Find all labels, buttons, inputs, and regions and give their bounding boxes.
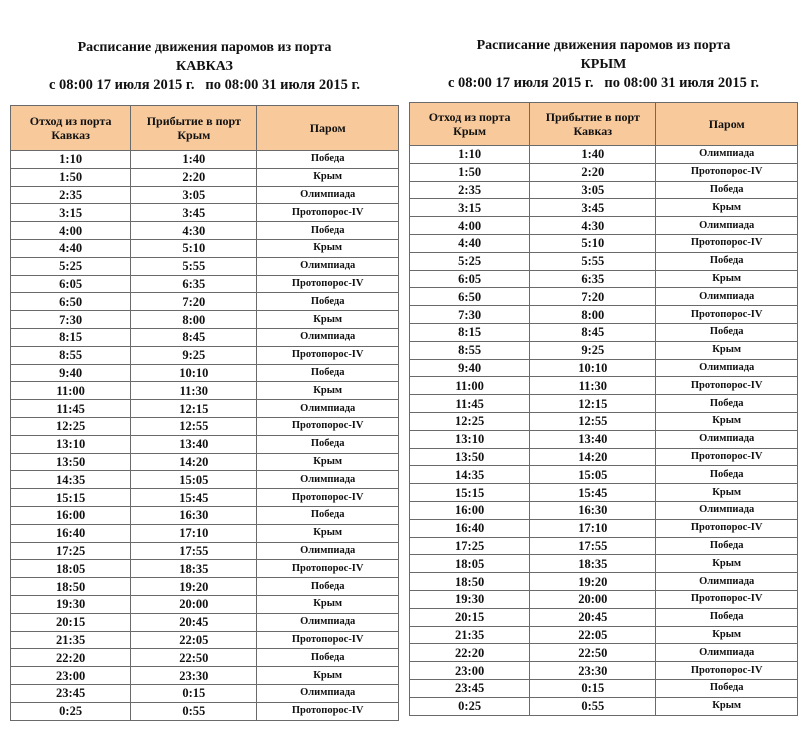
table-row xyxy=(11,702,399,720)
arrival-time: 9:25 xyxy=(131,346,257,364)
ferry-name: Олимпиада xyxy=(257,257,399,275)
header-arrival: Прибытие в порт Кавказ xyxy=(530,103,656,146)
ferry-name: Крым xyxy=(257,595,399,613)
ferry-name: Олимпиада xyxy=(257,328,399,346)
departure-time: 4:40 xyxy=(410,234,530,252)
header-ferry: Паром xyxy=(656,103,798,146)
departure-time: 15:15 xyxy=(11,489,131,507)
ferry-name: Олимпиада xyxy=(656,501,798,519)
arrival-time: 15:05 xyxy=(131,471,257,489)
departure-time: 0:25 xyxy=(410,697,530,715)
arrival-time: 3:05 xyxy=(131,186,257,204)
departure-time: 11:45 xyxy=(410,395,530,413)
table-row xyxy=(11,613,399,631)
departure-time: 21:35 xyxy=(410,626,530,644)
arrival-time: 8:00 xyxy=(530,306,656,324)
ferry-name: Крым xyxy=(656,199,798,217)
arrival-time: 20:45 xyxy=(530,608,656,626)
arrival-time: 10:10 xyxy=(131,364,257,382)
ferry-name: Протопорос-IV xyxy=(656,234,798,252)
departure-time: 23:00 xyxy=(410,662,530,680)
arrival-time: 17:10 xyxy=(131,524,257,542)
departure-time: 19:30 xyxy=(11,595,131,613)
header-departure: Отход из порта Кавказ xyxy=(11,106,131,151)
departure-time: 22:20 xyxy=(410,644,530,662)
departure-time: 16:40 xyxy=(11,524,131,542)
arrival-time: 23:30 xyxy=(530,662,656,680)
schedule-title xyxy=(409,0,798,93)
ferry-name: Протопорос-IV xyxy=(257,631,399,649)
table-row xyxy=(410,252,798,270)
arrival-time: 22:05 xyxy=(131,631,257,649)
table-row xyxy=(11,382,399,400)
arrival-time: 22:50 xyxy=(530,644,656,662)
ferry-name: Олимпиада xyxy=(656,146,798,164)
departure-time: 14:35 xyxy=(11,471,131,489)
ferry-name: Крым xyxy=(257,239,399,257)
ferry-name: Победа xyxy=(656,537,798,555)
departure-time: 13:50 xyxy=(410,448,530,466)
table-row xyxy=(11,328,399,346)
departure-time: 12:25 xyxy=(11,417,131,435)
ferry-name: Победа xyxy=(257,649,399,667)
table-row xyxy=(11,186,399,204)
table-row xyxy=(410,341,798,359)
ferry-name: Протопорос-IV xyxy=(656,590,798,608)
arrival-time: 15:05 xyxy=(530,466,656,484)
table-row xyxy=(410,412,798,430)
table-row xyxy=(11,222,399,240)
table-row xyxy=(11,595,399,613)
arrival-time: 19:20 xyxy=(131,578,257,596)
table-row xyxy=(11,489,399,507)
table-row xyxy=(410,484,798,502)
arrival-time: 0:15 xyxy=(131,684,257,702)
ferry-name: Олимпиада xyxy=(656,359,798,377)
departure-time: 8:15 xyxy=(410,323,530,341)
ferry-name: Победа xyxy=(656,181,798,199)
departure-time: 6:05 xyxy=(11,275,131,293)
ferry-name: Олимпиада xyxy=(656,573,798,591)
table-header-row xyxy=(410,103,798,146)
arrival-time: 12:15 xyxy=(131,400,257,418)
ferry-name: Олимпиада xyxy=(257,186,399,204)
departure-time: 18:05 xyxy=(11,560,131,578)
departure-time: 4:00 xyxy=(410,217,530,235)
arrival-time: 17:10 xyxy=(530,519,656,537)
ferry-name: Крым xyxy=(257,524,399,542)
header-ferry: Паром xyxy=(257,106,399,151)
arrival-time: 12:55 xyxy=(131,417,257,435)
arrival-time: 18:35 xyxy=(131,560,257,578)
arrival-time: 4:30 xyxy=(530,217,656,235)
arrival-time: 22:50 xyxy=(131,649,257,667)
arrival-time: 10:10 xyxy=(530,359,656,377)
departure-time: 23:00 xyxy=(11,667,131,685)
ferry-name: Крым xyxy=(656,270,798,288)
arrival-time: 17:55 xyxy=(131,542,257,560)
arrival-time: 0:15 xyxy=(530,679,656,697)
arrival-time: 15:45 xyxy=(131,489,257,507)
departure-time: 17:25 xyxy=(11,542,131,560)
table-row xyxy=(11,524,399,542)
ferry-name: Крым xyxy=(656,341,798,359)
schedule-table xyxy=(409,102,798,716)
ferry-name: Крым xyxy=(656,555,798,573)
ferry-name: Крым xyxy=(257,382,399,400)
departure-time: 16:40 xyxy=(410,519,530,537)
table-row xyxy=(410,181,798,199)
table-row xyxy=(11,168,399,186)
table-row xyxy=(410,163,798,181)
table-row xyxy=(11,471,399,489)
ferry-name: Олимпиада xyxy=(257,613,399,631)
ferry-name: Протопорос-IV xyxy=(656,519,798,537)
ferry-name: Крым xyxy=(656,484,798,502)
table-row xyxy=(410,377,798,395)
ferry-name: Олимпиада xyxy=(257,542,399,560)
ferry-name: Победа xyxy=(257,151,399,169)
arrival-time: 11:30 xyxy=(131,382,257,400)
ferry-name: Протопорос-IV xyxy=(257,702,399,720)
table-row xyxy=(11,453,399,471)
table-row xyxy=(410,234,798,252)
departure-time: 20:15 xyxy=(11,613,131,631)
ferry-name: Олимпиада xyxy=(257,471,399,489)
departure-time: 11:00 xyxy=(410,377,530,395)
table-row xyxy=(11,293,399,311)
arrival-time: 3:05 xyxy=(530,181,656,199)
ferry-name: Крым xyxy=(656,626,798,644)
departure-time: 8:55 xyxy=(11,346,131,364)
departure-time: 1:50 xyxy=(410,163,530,181)
header-arrival: Прибытие в порт Крым xyxy=(131,106,257,151)
table-row xyxy=(410,555,798,573)
ferry-name: Крым xyxy=(257,453,399,471)
title-date-range: с 08:00 17 июля 2015 г. по 08:00 31 июля 2015 г. xyxy=(447,75,760,91)
table-row xyxy=(410,466,798,484)
ferry-name: Протопорос-IV xyxy=(257,204,399,222)
table-row xyxy=(11,560,399,578)
table-row xyxy=(410,448,798,466)
departure-time: 4:00 xyxy=(11,222,131,240)
arrival-time: 8:45 xyxy=(530,323,656,341)
departure-time: 11:00 xyxy=(11,382,131,400)
arrival-time: 5:55 xyxy=(131,257,257,275)
header-departure: Отход из порта Крым xyxy=(410,103,530,146)
departure-time: 11:45 xyxy=(11,400,131,418)
table-row xyxy=(410,288,798,306)
table-row xyxy=(11,400,399,418)
departure-time: 6:50 xyxy=(11,293,131,311)
table-row xyxy=(11,667,399,685)
departure-time: 18:50 xyxy=(410,573,530,591)
ferry-name: Протопорос-IV xyxy=(257,417,399,435)
departure-time: 13:10 xyxy=(11,435,131,453)
table-row xyxy=(11,311,399,329)
ferry-name: Олимпиада xyxy=(257,684,399,702)
departure-time: 9:40 xyxy=(11,364,131,382)
table-row xyxy=(410,608,798,626)
table-row xyxy=(410,679,798,697)
table-row xyxy=(11,631,399,649)
ferry-name: Победа xyxy=(656,608,798,626)
table-row xyxy=(11,204,399,222)
departure-time: 1:10 xyxy=(11,151,131,169)
arrival-time: 3:45 xyxy=(530,199,656,217)
title-line-1: Расписание движения паромов из порта xyxy=(77,40,332,55)
table-row xyxy=(11,542,399,560)
table-row xyxy=(410,199,798,217)
arrival-time: 3:45 xyxy=(131,204,257,222)
departure-time: 1:10 xyxy=(410,146,530,164)
departure-time: 8:55 xyxy=(410,341,530,359)
table-row xyxy=(11,151,399,169)
departure-time: 3:15 xyxy=(410,199,530,217)
departure-time: 6:50 xyxy=(410,288,530,306)
ferry-name: Крым xyxy=(257,667,399,685)
departure-time: 18:50 xyxy=(11,578,131,596)
ferry-name: Протопорос-IV xyxy=(656,377,798,395)
schedule-table xyxy=(10,105,399,721)
arrival-time: 7:20 xyxy=(530,288,656,306)
ferry-name: Победа xyxy=(656,466,798,484)
arrival-time: 22:05 xyxy=(530,626,656,644)
arrival-time: 7:20 xyxy=(131,293,257,311)
ferry-name: Победа xyxy=(257,222,399,240)
table-row xyxy=(410,519,798,537)
arrival-time: 14:20 xyxy=(131,453,257,471)
ferry-name: Победа xyxy=(656,395,798,413)
table-row xyxy=(11,684,399,702)
arrival-time: 23:30 xyxy=(131,667,257,685)
arrival-time: 20:00 xyxy=(131,595,257,613)
table-row xyxy=(410,395,798,413)
arrival-time: 2:20 xyxy=(530,163,656,181)
departure-time: 2:35 xyxy=(410,181,530,199)
ferry-name: Протопорос-IV xyxy=(656,306,798,324)
departure-time: 16:00 xyxy=(11,506,131,524)
arrival-time: 0:55 xyxy=(530,697,656,715)
table-row xyxy=(410,430,798,448)
arrival-time: 20:00 xyxy=(530,590,656,608)
arrival-time: 5:10 xyxy=(131,239,257,257)
departure-time: 3:15 xyxy=(11,204,131,222)
departure-time: 5:25 xyxy=(410,252,530,270)
arrival-time: 5:55 xyxy=(530,252,656,270)
table-row xyxy=(410,644,798,662)
ferry-name: Крым xyxy=(656,412,798,430)
arrival-time: 20:45 xyxy=(131,613,257,631)
departure-time: 7:30 xyxy=(410,306,530,324)
table-row xyxy=(410,537,798,555)
arrival-time: 15:45 xyxy=(530,484,656,502)
arrival-time: 18:35 xyxy=(530,555,656,573)
table-row xyxy=(11,649,399,667)
table-row xyxy=(11,506,399,524)
ferry-name: Крым xyxy=(257,311,399,329)
departure-time: 1:50 xyxy=(11,168,131,186)
departure-time: 18:05 xyxy=(410,555,530,573)
title-line-1: Расписание движения паромов из порта xyxy=(476,38,731,53)
table-row xyxy=(410,697,798,715)
title-port-name: КАВКАЗ xyxy=(176,59,233,74)
arrival-time: 2:20 xyxy=(131,168,257,186)
table-row xyxy=(410,306,798,324)
ferry-name: Победа xyxy=(257,435,399,453)
departure-time: 17:25 xyxy=(410,537,530,555)
ferry-name: Крым xyxy=(257,168,399,186)
table-row xyxy=(410,573,798,591)
departure-time: 13:10 xyxy=(410,430,530,448)
table-row xyxy=(11,275,399,293)
departure-time: 23:45 xyxy=(410,679,530,697)
departure-time: 12:25 xyxy=(410,412,530,430)
ferry-name: Олимпиада xyxy=(656,644,798,662)
departure-time: 21:35 xyxy=(11,631,131,649)
departure-time: 5:25 xyxy=(11,257,131,275)
arrival-time: 14:20 xyxy=(530,448,656,466)
departure-time: 19:30 xyxy=(410,590,530,608)
ferry-name: Протопорос-IV xyxy=(656,163,798,181)
table-row xyxy=(410,590,798,608)
arrival-time: 13:40 xyxy=(530,430,656,448)
arrival-time: 5:10 xyxy=(530,234,656,252)
table-row xyxy=(410,662,798,680)
arrival-time: 13:40 xyxy=(131,435,257,453)
arrival-time: 16:30 xyxy=(131,506,257,524)
arrival-time: 16:30 xyxy=(530,501,656,519)
ferry-name: Протопорос-IV xyxy=(257,346,399,364)
ferry-name: Протопорос-IV xyxy=(257,489,399,507)
table-header-row xyxy=(11,106,399,151)
table-row xyxy=(410,270,798,288)
arrival-time: 1:40 xyxy=(530,146,656,164)
ferry-name: Победа xyxy=(257,506,399,524)
schedule-title xyxy=(10,0,399,95)
arrival-time: 1:40 xyxy=(131,151,257,169)
table-row xyxy=(410,359,798,377)
departure-time: 16:00 xyxy=(410,501,530,519)
departure-time: 7:30 xyxy=(11,311,131,329)
schedule-panel-krym xyxy=(409,0,798,716)
table-row xyxy=(11,239,399,257)
departure-time: 20:15 xyxy=(410,608,530,626)
ferry-name: Олимпиада xyxy=(656,288,798,306)
table-row xyxy=(11,578,399,596)
departure-time: 23:45 xyxy=(11,684,131,702)
departure-time: 0:25 xyxy=(11,702,131,720)
table-row xyxy=(11,435,399,453)
arrival-time: 8:45 xyxy=(131,328,257,346)
ferry-name: Победа xyxy=(257,293,399,311)
arrival-time: 11:30 xyxy=(530,377,656,395)
arrival-time: 19:20 xyxy=(530,573,656,591)
departure-time: 9:40 xyxy=(410,359,530,377)
table-row xyxy=(410,626,798,644)
ferry-name: Протопорос-IV xyxy=(656,448,798,466)
departure-time: 22:20 xyxy=(11,649,131,667)
table-row xyxy=(11,346,399,364)
arrival-time: 0:55 xyxy=(131,702,257,720)
departure-time: 15:15 xyxy=(410,484,530,502)
ferry-name: Победа xyxy=(656,679,798,697)
ferry-name: Победа xyxy=(257,578,399,596)
ferry-name: Крым xyxy=(656,697,798,715)
schedule-panel-kavkaz xyxy=(10,0,399,721)
ferry-name: Олимпиада xyxy=(656,430,798,448)
ferry-name: Победа xyxy=(656,252,798,270)
arrival-time: 6:35 xyxy=(131,275,257,293)
ferry-name: Победа xyxy=(656,323,798,341)
table-row xyxy=(410,501,798,519)
ferry-name: Олимпиада xyxy=(257,400,399,418)
table-row xyxy=(410,217,798,235)
ferry-name: Протопорос-IV xyxy=(257,275,399,293)
departure-time: 13:50 xyxy=(11,453,131,471)
title-date-range: с 08:00 17 июля 2015 г. по 08:00 31 июля 2015 г. xyxy=(48,77,361,93)
departure-time: 4:40 xyxy=(11,239,131,257)
ferry-name: Протопорос-IV xyxy=(656,662,798,680)
arrival-time: 12:55 xyxy=(530,412,656,430)
departure-time: 8:15 xyxy=(11,328,131,346)
table-row xyxy=(410,146,798,164)
table-row xyxy=(11,364,399,382)
departure-time: 2:35 xyxy=(11,186,131,204)
table-row xyxy=(11,257,399,275)
arrival-time: 8:00 xyxy=(131,311,257,329)
ferry-name: Протопорос-IV xyxy=(257,560,399,578)
arrival-time: 9:25 xyxy=(530,341,656,359)
title-port-name: КРЫМ xyxy=(580,57,627,72)
departure-time: 14:35 xyxy=(410,466,530,484)
ferry-name: Победа xyxy=(257,364,399,382)
arrival-time: 6:35 xyxy=(530,270,656,288)
table-row xyxy=(11,417,399,435)
table-row xyxy=(410,323,798,341)
arrival-time: 17:55 xyxy=(530,537,656,555)
ferry-name: Олимпиада xyxy=(656,217,798,235)
arrival-time: 4:30 xyxy=(131,222,257,240)
arrival-time: 12:15 xyxy=(530,395,656,413)
departure-time: 6:05 xyxy=(410,270,530,288)
